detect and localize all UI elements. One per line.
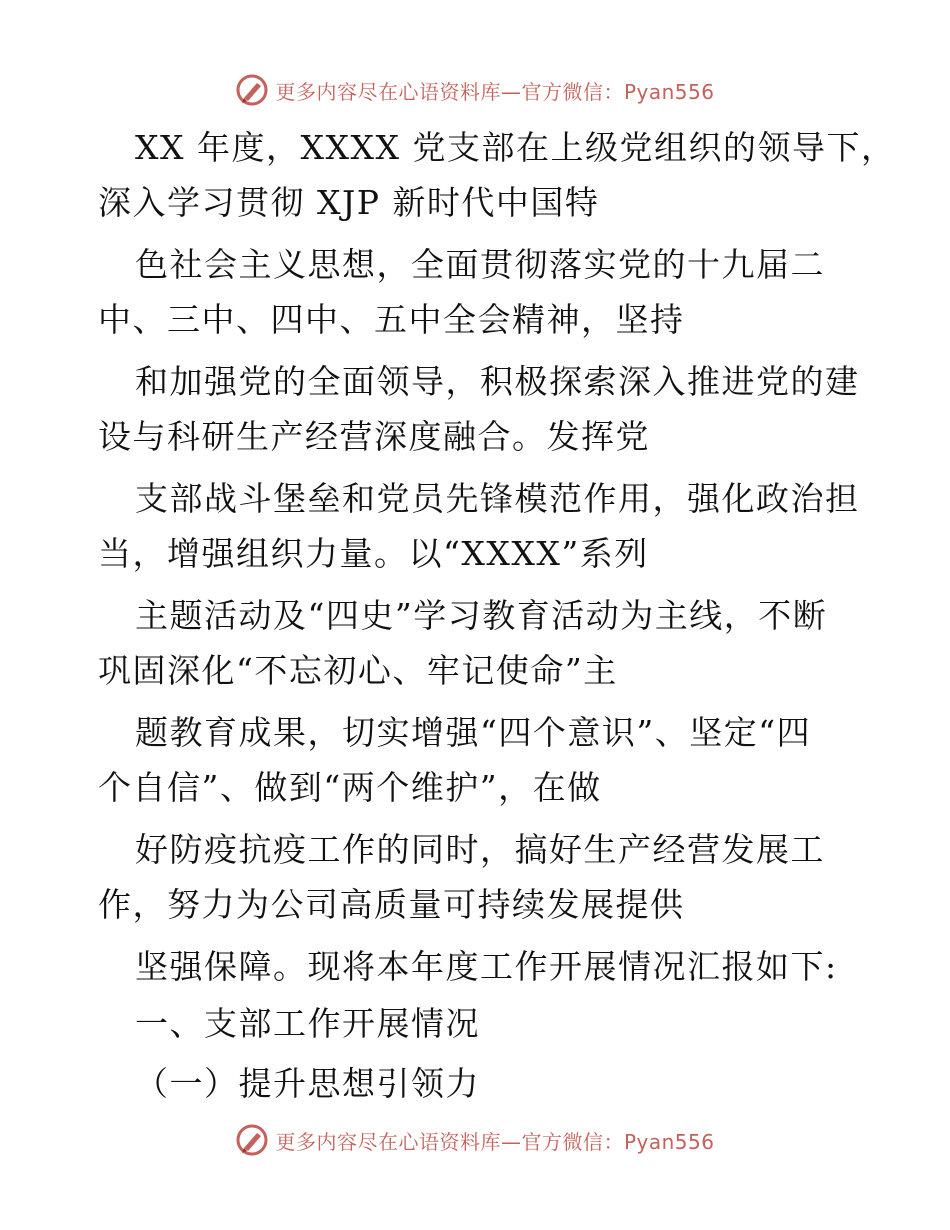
paragraph-line: 色社会主义思想，全面贯彻落实党的十九届二: [135, 245, 825, 284]
paragraph-line: 巩固深化“不忘初心、牢记使命”主: [98, 651, 618, 690]
paragraph-line: 好防疫抗疫工作的同时，搞好生产经营发展工: [135, 830, 825, 869]
paragraph-line: 主题活动及“四史”学习教育活动为主线，不断: [135, 596, 828, 635]
paragraph-line: 坚强保障。现将本年度工作开展情况汇报如下:: [135, 947, 838, 986]
subsection-heading: （一）提升思想引领力: [135, 1064, 480, 1103]
pen-logo-icon: [235, 1123, 269, 1157]
paragraph-line: 个自信”、做到“两个维护”，在做: [98, 768, 602, 807]
pen-logo-icon: [235, 73, 269, 107]
paragraph-line: 和加强党的全面领导，积极探索深入推进党的建: [135, 362, 860, 401]
footer-banner-text: 更多内容尽在心语资料库—官方微信：Pyan556: [275, 1129, 715, 1154]
paragraph-line: 支部战斗堡垒和党员先锋模范作用，强化政治担: [135, 479, 860, 518]
header-banner-text: 更多内容尽在心语资料库—官方微信：Pyan556: [275, 79, 715, 104]
paragraph-line: 中、三中、四中、五中全会精神，坚持: [98, 300, 685, 339]
paragraph-line: XX 年度，XXXX 党支部在上级党组织的领导下，: [135, 128, 896, 167]
paragraph-line: 当，增强组织力量。以“XXXX”系列: [98, 534, 649, 573]
header-banner: [0, 70, 950, 110]
footer-banner: [0, 1120, 950, 1160]
paragraph-line: 作，努力为公司高质量可持续发展提供: [98, 885, 685, 924]
section-heading: 一、支部工作开展情况: [135, 1004, 480, 1043]
paragraph-line: 设与科研生产经营深度融合。发挥党: [98, 417, 650, 456]
paragraph-line: 深入学习贯彻 XJP 新时代中国特: [98, 183, 600, 222]
paragraph-line: 题教育成果，切实增强“四个意识”、坚定“四: [135, 713, 812, 752]
